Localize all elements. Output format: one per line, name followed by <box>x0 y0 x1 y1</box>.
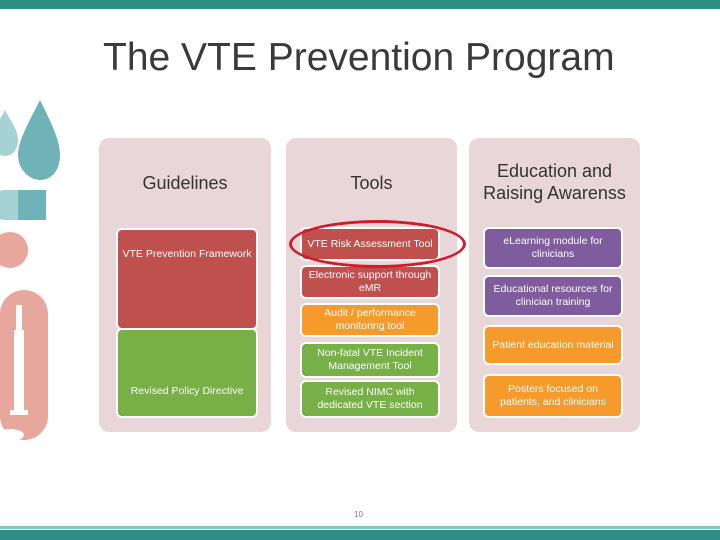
box-label: Non-fatal VTE Incident Management Tool <box>317 347 423 372</box>
elearning-module-box <box>483 227 623 269</box>
medical-decoration <box>0 100 60 460</box>
education-header: Education and Raising Awarenss <box>483 161 626 203</box>
revised-policy-directive-box <box>116 328 258 418</box>
highlight-oval <box>289 220 466 268</box>
guidelines-column <box>99 138 271 432</box>
box-label: VTE Prevention Framework <box>122 248 252 260</box>
patient-education-material-box <box>483 325 623 365</box>
box-label: Electronic support through eMR <box>308 269 432 294</box>
box-label: Revised NIMC with dedicated VTE section <box>317 386 423 411</box>
guidelines-header: Guidelines <box>142 173 228 193</box>
posters-box <box>483 374 623 418</box>
box-label: eLearning module for clinicians <box>503 235 603 260</box>
water-drop-icon <box>0 100 60 180</box>
box-label: Audit / performance monitoring tool <box>324 307 416 332</box>
box-label: VTE Risk Assessment Tool <box>307 237 433 250</box>
tools-column <box>286 138 457 432</box>
page-number: 10 <box>354 510 363 519</box>
pill-icon <box>0 232 28 268</box>
box-label: Educational resources for clinician training <box>493 283 613 308</box>
box-label: Posters focused on patients, and clinicians <box>500 383 606 408</box>
bottom-accent-bar <box>0 530 720 540</box>
box-label: Patient education material <box>492 338 614 351</box>
educational-resources-box <box>483 275 623 317</box>
top-accent-bar <box>0 0 720 9</box>
revised-nimc-box <box>300 380 440 418</box>
slide-title: The VTE Prevention Program <box>103 36 615 79</box>
education-column <box>469 138 640 432</box>
electronic-support-emr-box <box>300 265 440 299</box>
tools-header: Tools <box>350 173 393 193</box>
box-label: Revised Policy Directive <box>130 385 244 397</box>
vte-prevention-framework-box <box>116 228 258 330</box>
audit-monitoring-tool-box <box>300 303 440 337</box>
capsule-icon <box>0 190 46 220</box>
incident-management-tool-box <box>300 342 440 378</box>
